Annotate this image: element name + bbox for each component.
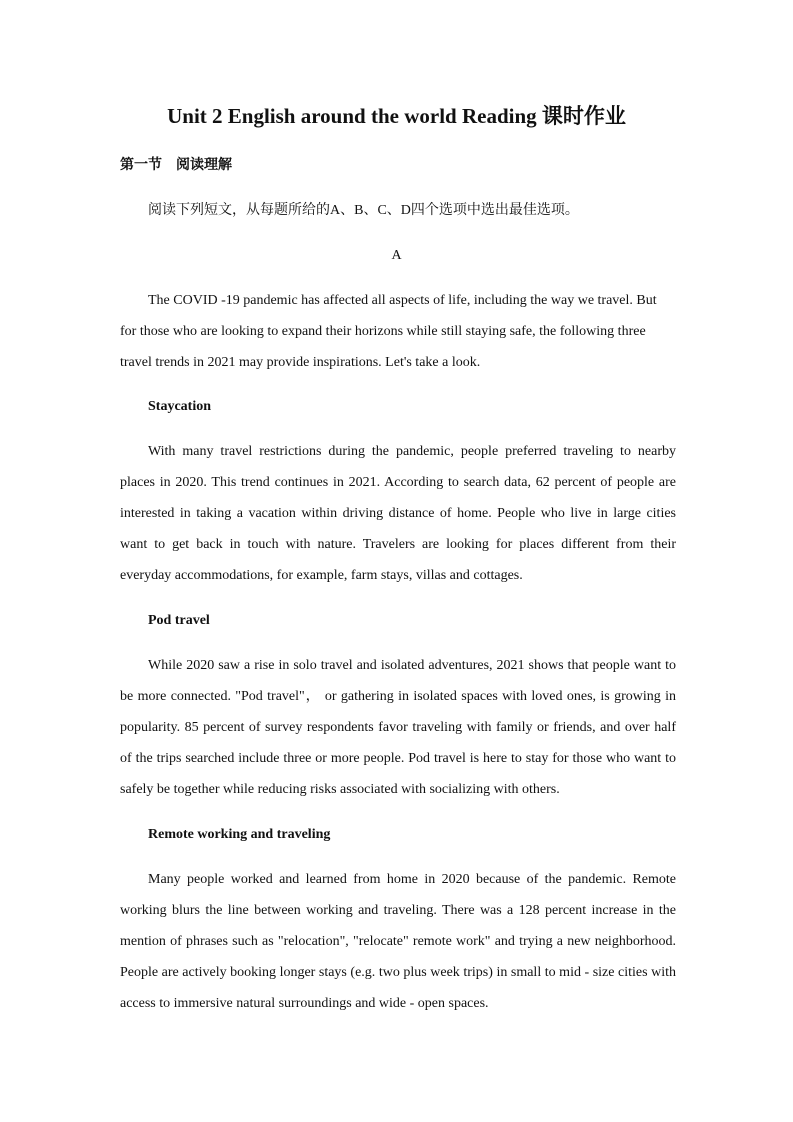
intro-paragraph: The COVID -19 pandemic has affected all aspects of life, including the way we travel. But for those who are looking to expand their horizons while still staying safe, the following three travel trends in 2021 may provide inspirations. Let's take a look. bbox=[120, 293, 657, 370]
remote-working-heading: Remote working and traveling bbox=[148, 827, 331, 842]
staycation-paragraph: With many travel restrictions during the pandemic, people preferred traveling to nearby places in 2020. This trend continues in 2021. According to search data, 62 percent of people are interested in taking a vacation within driving distance of home. People who live in large cities want to get back in touch with nature. Travelers are looking for places different from their everyday accommodations, for example, farm stays, villas and cottages. bbox=[120, 444, 676, 583]
document-title: Unit 2 English around the world Reading 课时作业 bbox=[167, 104, 626, 128]
pod-travel-heading: Pod travel bbox=[148, 613, 210, 628]
pod-travel-paragraph: While 2020 saw a rise in solo travel and isolated adventures, 2021 shows that people want to be more connected. "Pod travel"， or gathering in isolated spaces with loved ones, is growing in popularity. 85 percent of survey respondents favor traveling with family or friends, and over half of the trips searched include three or more people. Pod travel is here to stay for those who want to safely be together while reducing risks associated with socializing with others. bbox=[120, 658, 676, 797]
remote-working-paragraph: Many people worked and learned from home in 2020 because of the pandemic. Remote working blurs the line between working and traveling. There was a 128 percent increase in the mention of phrases such as "relocation", "relocate" remote work" and trying a new neighborhood. People are actively booking longer stays (e.g. two plus week trips) in small to mid - size cities with access to immersive natural surroundings and wide - open spaces. bbox=[120, 872, 676, 1011]
staycation-heading: Staycation bbox=[148, 399, 211, 414]
section-heading: 第一节 阅读理解 bbox=[120, 158, 232, 173]
passage-label: A bbox=[391, 248, 402, 263]
instructions-text: 阅读下列短文，从每题所给的A、B、C、D四个选项中选出最佳选项。 bbox=[148, 203, 579, 218]
